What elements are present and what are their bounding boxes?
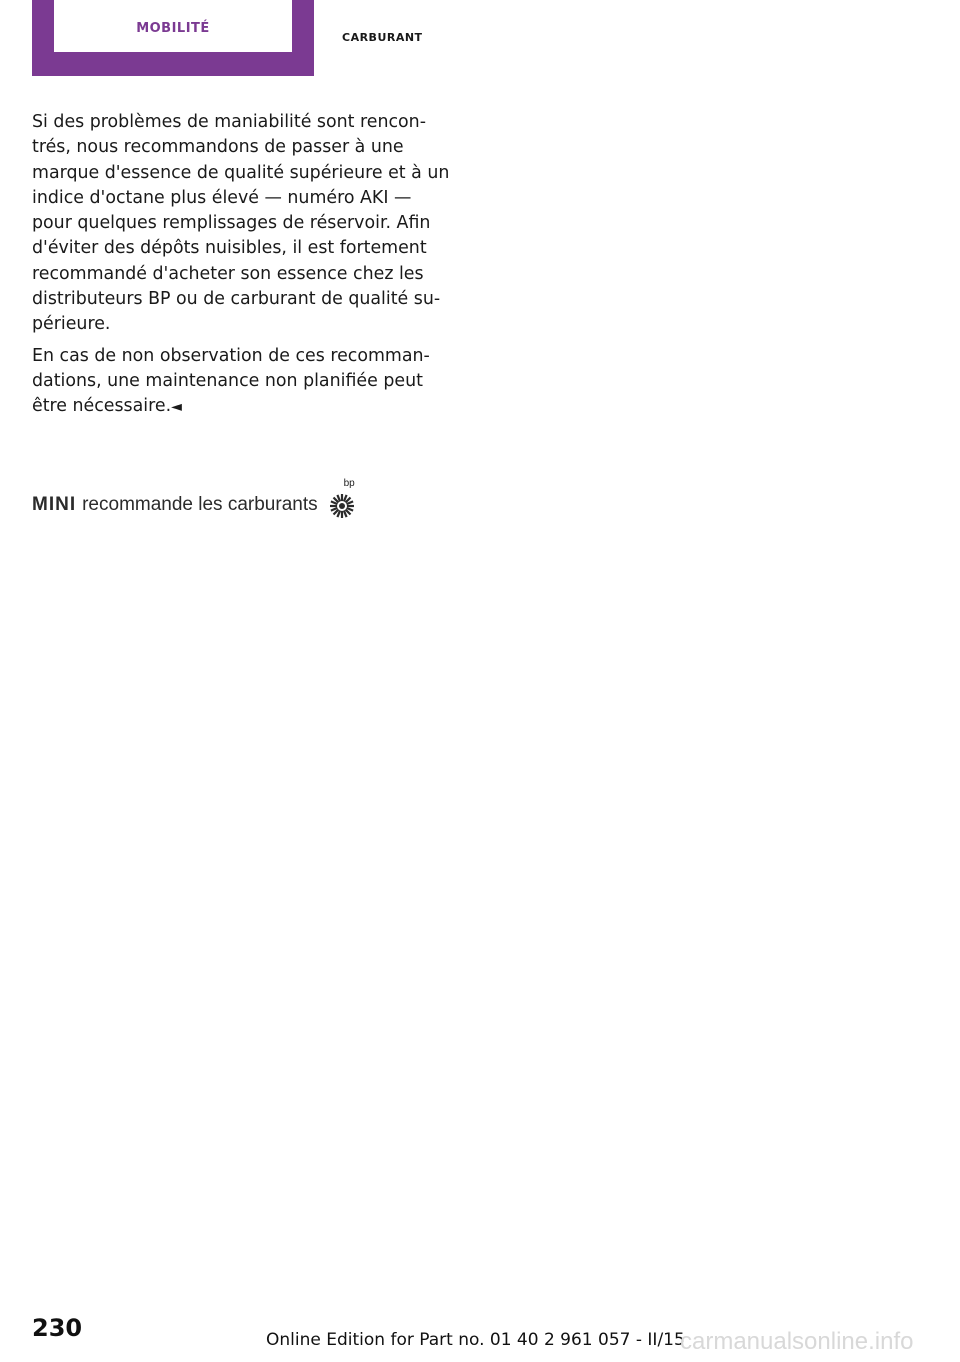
bp-helios-icon (328, 492, 356, 520)
paragraph-2 (32, 344, 452, 421)
chapter-tab-inner (54, 0, 292, 52)
paragraph-1: Si des problèmes de maniabilité sont rencon- trés, nous recommandons de passer à une marque d'essence de qualité supérieure et à un indice d'octane plus élevé — numéro AKI — pour quelques remplissages de réservoir. Afin d'éviter des dépôts nuisibles, il est fortement recommandé d'acheter son essence chez les distributeurs BP ou de carburant de qualité su- périeure. (32, 112, 450, 335)
page-number: 230 (32, 1314, 83, 1342)
bp-logo-icon (328, 478, 362, 520)
body-text (32, 110, 452, 427)
bp-logo-text: bp (343, 478, 355, 489)
brand-recommendation (32, 478, 362, 520)
brand-text: recommande les carburants (82, 494, 318, 515)
end-mark-icon: ◄ (171, 399, 182, 416)
paragraph-2-text: En cas de non observation de ces recomman- dations, une maintenance non planifiée peut être nécessaire. (32, 345, 430, 417)
edition-footer: Online Edition for Part no. 01 40 2 961 057 - II/15 (266, 1330, 685, 1350)
brand-name: MINI (32, 494, 77, 515)
watermark: carmanualsonline.info (680, 1328, 914, 1355)
chapter-title: mobilité (136, 15, 210, 37)
chapter-tab (32, 0, 314, 76)
section-title: carburant (342, 26, 423, 45)
